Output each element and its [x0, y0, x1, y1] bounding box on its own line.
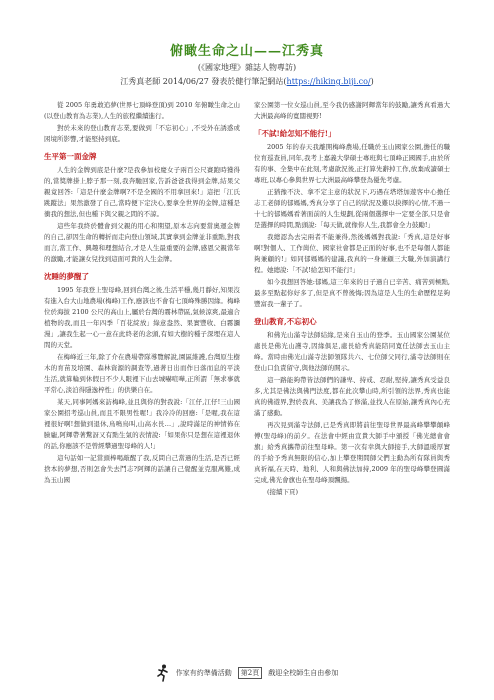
- paragraph: 2005 年的春天我離開梅峰農場,任職於玉山國家公園,擔任的職位育巡查員,同年,我考上嘉義大學碩士專班與七頂峰正國國手,由於所有的事、全集中在此刻,考慮歆況後,正打算先辭掉工作,放棄成讀碩士專班,以專心參與世界七大洲最高峰攀登為優先考慮。: [254, 143, 450, 184]
- footer-left-text: 作家有約準備活動: [175, 669, 232, 677]
- footer-right-text: 戲迎全校師生自由參加: [268, 669, 339, 677]
- byline-prefix: 江秀真老師 2014/06/27 發表於健行筆記網站(: [120, 77, 287, 86]
- paragraph: 在梅峰近三年,除了介在農場帶隊導覽解說,園區維護,台灣原生樹木的育苗及培園、森林資源的調查等,過著日出而作日落而息的平淡生活,就算輪到休假日不少人眼裡下山去城嚇喧嘩,正所謂「無求事就平常心,淡泊得隱逸梓性」的供樂自在。: [44, 353, 240, 394]
- left-column: [44, 100, 240, 487]
- paragraph: 從 2005 年勇敢追夢(世界七頂峰登頂)到 2010 年俯瞰生命之山(以登山教育為志業),人生的旅程繼續進行。: [44, 101, 240, 120]
- paragraph: 家公園第一位女巡山員,至今我仍感謝阿輝當年的鼓勵,讓秀真看過大大洲最高峰的寬闊視野!: [254, 101, 450, 120]
- paragraph: 人生的金牌到底是什麼?是我參加校慶女子兩百公尺賽跑時獲得的,當獎牌掛上脖子那一刻,我奔馳回家,告訴爸爸我得到金牌,結果父親竟回答:「這是什麼金牌啊?不是全國的不用拿回來!」這把「江氏跳蹤法」果然激發了自己,當時便下定決心,要拿全世界的金牌,這種是衝我的想法,但也種下與父親之間的不諒。: [44, 166, 240, 218]
- paragraph: 如今我想回答她:郁媽,這三年來的日子過自已辛苦、痛苦到極點,最多至點起你好多了,但是真不曾後悔;因為這是人生的生命歷程足夠豐富我一輩子了。: [254, 278, 450, 308]
- page-footer: [0, 664, 494, 682]
- continued-note: (接續下頁): [267, 488, 299, 496]
- article-title: 俯瞰生命之山——江秀真: [169, 44, 324, 59]
- section-heading: 生平第一面金牌: [44, 152, 97, 161]
- article-subtitle: (《國家地理》雜誌人物專訪): [197, 63, 297, 72]
- section-heading: 登山教育,不忘初心: [254, 317, 317, 326]
- article-byline: [0, 76, 494, 87]
- paragraph: 和佛光山滿寺法師結緣,是來自玉山的登季。玉山國家公園某位處長是佛光山護寺,因緣俱足,處長給秀真能陪同寛任法師去玉山主峰。當時由佛光山滿寺法師領隊共六、七位師父同行,滿寺法師則在登山口負責留守,與他法師的開示。: [254, 331, 450, 372]
- byline-suffix: ): [370, 77, 374, 86]
- paragraph: 1995 年我登上聖母峰,回到台灣之後,生活平穩,幾月靜好,知果沒有進入台大山地農場(梅峰)工作,應該也不會有七頂峰殊勝因緣。梅峰位於海拔 2100 公尺的高山上,屬於台灣的霧林帶區,氣候涼爽,最適合植物的我,而且一年四季「百花綻放」綠意盎然、果實豐收、白霧瀰漫」,讓我生起一心一意在此終老的念頭,有如大樹的種子深埋在這人間的天堂。: [44, 286, 240, 349]
- page-number: 第2頁: [238, 667, 262, 679]
- paragraph: 這些年我終於體會到父親的用心和期望,原本志向要當奧運金牌的自己,卻因生命的轉折而走向登山領域,其實拿到金牌並非重點,對我而言,當工作、興趣和理想結合,才是人生最重要的金牌,感恩父親當年的激勵,才能讓女兒找到這面可貴的人生金牌。: [44, 222, 240, 263]
- paragraph: 再次見到滿寺法師,已是秀真即將前往聖母世界最高峰攀攀顛峰傅(聖母峰)的前夕。在法會中經由宣貴大師手中頒授「佛光總會會旗」給秀真攜帶前往聖母峰。第一次有幸與大師接手,大師溫暖厚實的手給予秀真無限的信心,加上攀登期間師父們主動為所有隊員與秀真祈福,在天時、地利、人和與佛法加持,2009 年的聖母峰攀登圓滿完成,佛光會旗也在聖母峰頂飄揚。: [254, 421, 450, 484]
- paragraph: 對於未來的登山教育志業,要做到「不忘初心」,不受外在誘惑或困境所影響,才能堅持到底。: [44, 124, 240, 143]
- right-column: [254, 100, 450, 499]
- paragraph: 某天,同事阿媽來訪梅峰,並且與你的對我說:「江仔,江仔!三山國家公園招考巡山員,而且不限男性喔!」我冷冷的回應:「是喔,我在這裡很好啊!想做到退休,鳥鳴鳥叫,山高水長…」,說時滿足的神情佈在臉龐,阿輝帶著驚訝又有點生氣的表情說:「如果你只是想在這裡退休的話,你應該不是曾經攀過聖母峰的人!」: [44, 398, 240, 450]
- paragraph: 這句話如一記當頭棒喝敲醒了我,反問自己當過的生活,是否已經捨本的夢想,否則怎會失去鬥志?阿輝的話讓自己覺醒並克服萬難,成為玉山國: [44, 454, 240, 484]
- paragraph: 正猶豫不決、拿不定主意的狀況下,巧遇在塔塔加遊客中心擔任志工老師的郁媽媽,秀真分享了自己的狀況及難以抉擇的心情,不過一十七的郁媽媽看著面前的人生規劃,從兩個選擇中一定要全部,只是會是選擇的時間,點頭說:「每天做,就像你人生,我都會全力鼓勵!」: [254, 188, 450, 229]
- paragraph: 這一路能夠帶皆法師們的謙卑、持戒、忍耐,堅持,讓秀真受益良多,尤其是佛法與佛門法度,都在此次攀山時,所引領的法界,秀真也能真的佛遊界,對於我真、美讓我為了修滿,並找人在原始,讓秀真內心充滿了感動。: [254, 376, 450, 417]
- runner-icon: [156, 664, 170, 682]
- section-heading: 沈睡的夢醒了: [44, 272, 89, 281]
- byline-link[interactable]: https://hiking.biji.co/: [286, 77, 371, 86]
- section-heading: 「不試!給怎知不能行!」: [254, 129, 336, 138]
- paragraph: 我總認為去完兩者不能兼得,然後媽媽對我說:「秀真,這是好事啊!對個人、工作崗位、國家社會都是正面的好事,也不是每個人都能夠兼顧的!」如同郁媽媽的建議,我真的一身兼顧三大職,外加演講行程。她總說:「不試!給怎知不能行!」: [254, 233, 450, 274]
